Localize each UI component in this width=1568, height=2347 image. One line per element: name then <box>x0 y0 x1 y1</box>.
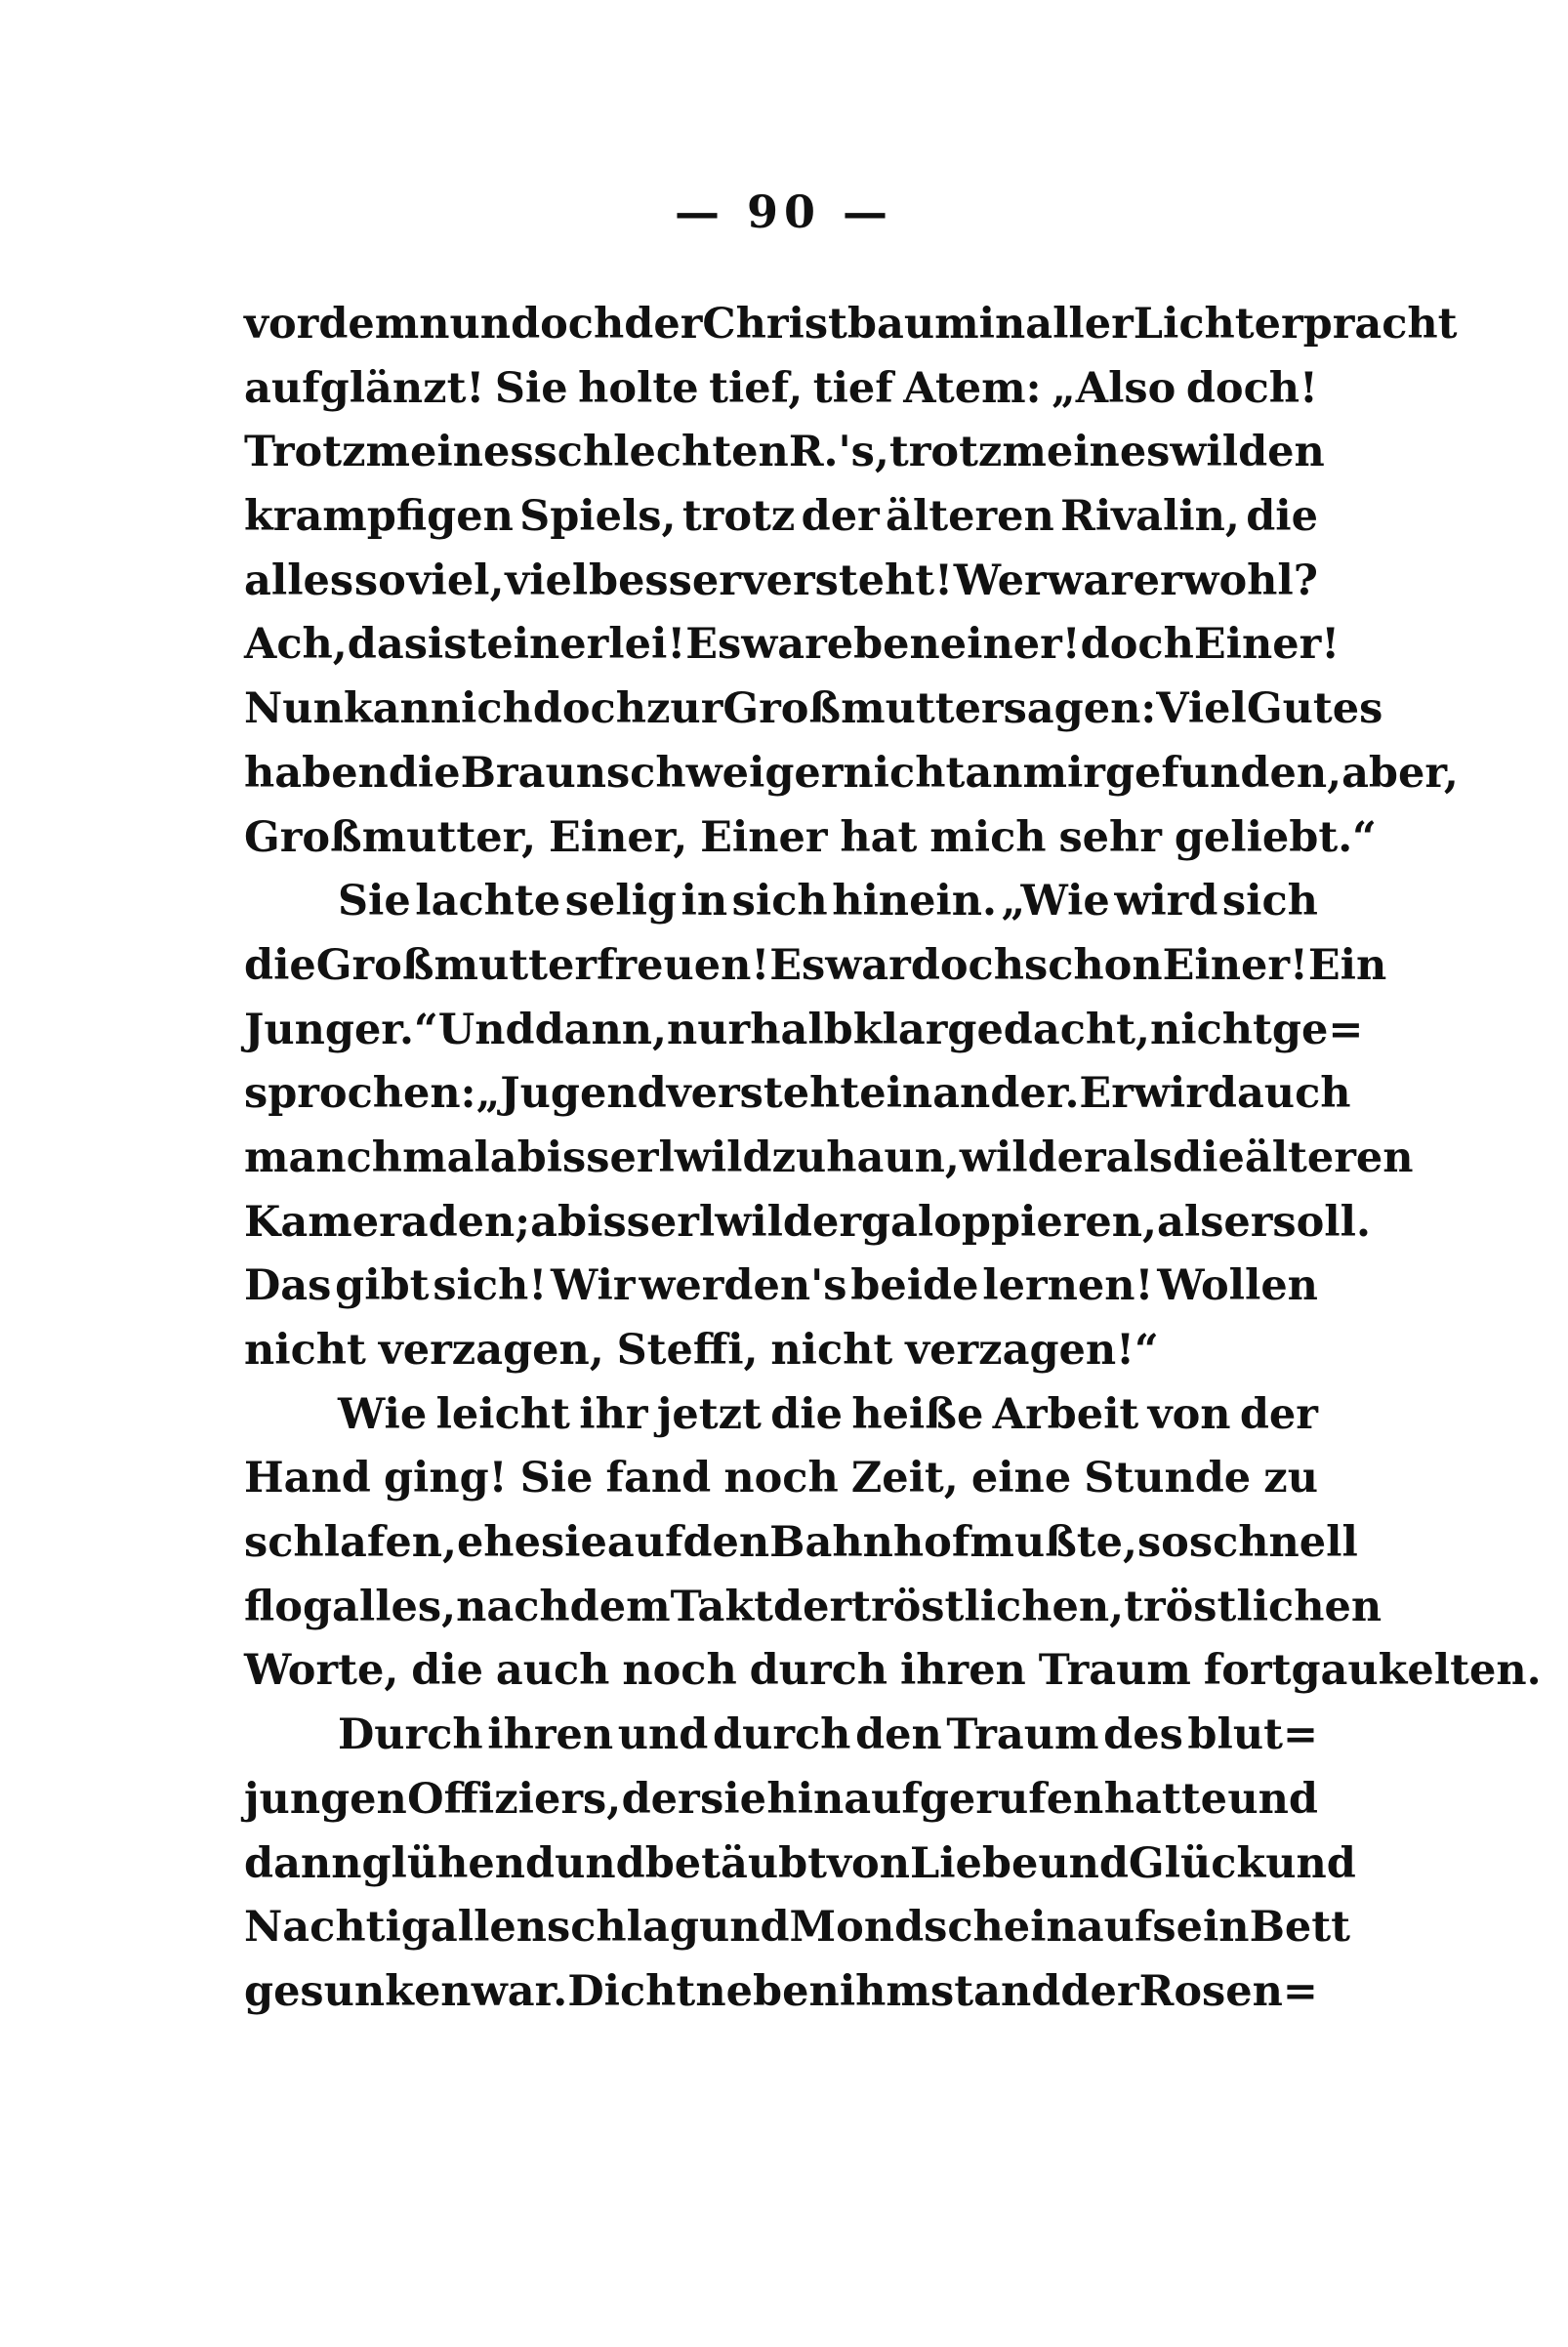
word: Viel <box>1156 684 1247 734</box>
word: ging! <box>383 1454 508 1503</box>
word: stand <box>930 1966 1061 2016</box>
word: von <box>827 1838 910 1888</box>
word: versteht! <box>741 556 954 605</box>
word: Einer! <box>1162 940 1308 990</box>
word: Hand <box>244 1454 371 1503</box>
word: als <box>1157 1197 1224 1247</box>
word: Glück <box>1128 1838 1266 1888</box>
body-text <box>244 293 1542 2025</box>
word: als <box>1105 1132 1174 1182</box>
word: alles, <box>332 1582 457 1631</box>
word: halb <box>750 1005 853 1054</box>
word: Braunschweiger <box>460 748 844 798</box>
text-line <box>244 421 1325 485</box>
word: fand <box>605 1454 712 1503</box>
word: hinaufgerufen <box>766 1774 1104 1824</box>
word: auch <box>495 1646 610 1696</box>
word: manchmal <box>244 1132 490 1182</box>
text-line <box>244 485 1318 550</box>
text-line <box>244 613 1341 678</box>
text-line <box>244 1576 1382 1640</box>
word: die <box>770 1389 843 1439</box>
text-line <box>244 1062 1351 1127</box>
word: holte <box>578 363 699 413</box>
word: blut= <box>1187 1710 1318 1760</box>
word: gibt <box>335 1261 430 1311</box>
word: so <box>1136 1518 1189 1568</box>
word: Spiels, <box>519 492 677 542</box>
word: tief <box>812 363 893 413</box>
word: Mondschein <box>789 1903 1077 1953</box>
word: mir <box>1022 748 1105 798</box>
word: noch <box>622 1646 737 1696</box>
word: viel <box>505 556 589 605</box>
word: die <box>1173 1132 1245 1182</box>
word: vor <box>244 300 319 349</box>
word: Rivalin, <box>1060 492 1240 542</box>
word: „Wie <box>1001 877 1110 926</box>
text-line <box>244 1191 1371 1256</box>
word: der <box>773 1582 852 1631</box>
word: Großmutter <box>315 940 597 990</box>
text-line <box>244 1447 1318 1511</box>
word: der <box>1060 1966 1139 2016</box>
word: ge= <box>1271 1005 1364 1054</box>
word: „Jugend <box>475 1069 667 1119</box>
word: Stunde <box>1084 1454 1252 1503</box>
text-line <box>244 357 1318 422</box>
word: von <box>1147 1389 1231 1439</box>
word: nicht <box>843 748 966 798</box>
word: Worte, <box>244 1646 399 1696</box>
word: die <box>388 748 461 798</box>
word: aufglänzt! <box>244 363 485 413</box>
word: lachte <box>415 877 561 926</box>
word: schlechten <box>533 428 789 477</box>
word: in <box>681 877 728 926</box>
word: hatte <box>1103 1774 1227 1824</box>
word: flog <box>244 1582 333 1631</box>
word: hat <box>840 812 918 862</box>
word: nicht <box>244 1326 366 1375</box>
word: die <box>411 1646 483 1696</box>
word: heiße <box>851 1389 984 1439</box>
word: versteht <box>666 1069 860 1119</box>
word: so <box>353 556 406 605</box>
word: Wer <box>953 556 1047 605</box>
word: doch <box>511 300 625 349</box>
word: Bett <box>1249 1903 1350 1953</box>
word: gesunken <box>244 1966 472 2016</box>
word: älteren <box>886 492 1054 542</box>
word: werden's <box>639 1261 847 1311</box>
word: jungen <box>244 1774 407 1824</box>
word: nur <box>667 1005 751 1054</box>
word: Er <box>1079 1069 1134 1119</box>
word: nicht <box>770 1326 893 1375</box>
word: zuhaun, <box>771 1132 960 1182</box>
word: dem <box>569 1582 671 1631</box>
word: beide <box>850 1261 979 1311</box>
word: Großmutter, <box>244 812 537 862</box>
word: wird <box>1133 1069 1237 1119</box>
word: geliebt.“ <box>1174 812 1377 862</box>
text-line <box>244 1639 1542 1704</box>
word: den <box>682 1518 770 1568</box>
word: dann, <box>534 1005 667 1054</box>
word: a <box>530 1197 558 1247</box>
word: Durch <box>338 1710 483 1760</box>
word: kann <box>343 684 462 734</box>
word: Bahnhof <box>769 1518 970 1568</box>
word: betäubt <box>644 1838 828 1888</box>
text-line <box>244 1319 1318 1383</box>
word: doch! <box>1185 363 1318 413</box>
word: Es <box>769 940 826 990</box>
word: Sie <box>338 877 411 926</box>
word: Wollen <box>1157 1261 1318 1311</box>
word: älteren <box>1244 1132 1414 1182</box>
word: war <box>825 940 911 990</box>
word: schnell <box>1188 1518 1358 1568</box>
word: dem <box>318 300 420 349</box>
word: sehr <box>1058 812 1162 862</box>
word: nicht <box>1150 1005 1272 1054</box>
word: Lichterpracht <box>1133 300 1458 349</box>
text-line <box>244 742 1459 806</box>
word: Wie <box>338 1389 428 1439</box>
word: ihren <box>487 1710 614 1760</box>
word: verzagen!“ <box>905 1326 1159 1375</box>
word: der <box>801 492 880 542</box>
word: krampfigen <box>244 492 514 542</box>
word: Junger.“ <box>244 1005 438 1054</box>
word: jetzt <box>656 1389 762 1439</box>
text-line <box>244 678 1383 742</box>
word: tief, <box>709 363 804 413</box>
word: nun <box>419 300 512 349</box>
word: meines <box>1002 428 1171 477</box>
word: auch <box>1236 1069 1351 1119</box>
word: galoppieren, <box>860 1197 1157 1247</box>
word: hinein. <box>832 877 997 926</box>
word: ihr <box>579 1389 648 1439</box>
word: tröstlichen <box>1124 1582 1382 1631</box>
word: ehe <box>456 1518 541 1568</box>
word: trotz <box>681 492 796 542</box>
word: dann <box>244 1838 362 1888</box>
text-line <box>244 1832 1356 1897</box>
word: und <box>698 1903 790 1953</box>
word: freuen! <box>597 940 770 990</box>
word: R.'s, <box>788 428 889 477</box>
word: in <box>978 300 1026 349</box>
text-line <box>244 550 1318 614</box>
word: auf <box>606 1518 683 1568</box>
word: ihm <box>839 1966 930 2016</box>
word: an <box>965 748 1023 798</box>
word: Einer, <box>548 812 688 862</box>
word: die <box>1246 492 1318 542</box>
word: fortgaukelten. <box>1203 1646 1542 1696</box>
word: doch <box>910 940 1025 990</box>
word: durch <box>713 1710 851 1760</box>
word: und <box>1227 1774 1318 1824</box>
word: glühend <box>361 1838 556 1888</box>
word: Trotz <box>244 428 366 477</box>
word: gedacht, <box>947 1005 1151 1054</box>
word: Traum <box>946 1710 1099 1760</box>
text-line <box>244 1768 1318 1832</box>
word: selig <box>564 877 677 926</box>
word: ihren <box>899 1646 1026 1696</box>
word: haben <box>244 748 389 798</box>
word: zur <box>646 684 723 734</box>
word: Nachtigallenschlag <box>244 1903 699 1953</box>
word: einander. <box>859 1069 1080 1119</box>
word: wohl? <box>1182 556 1318 605</box>
word: doch <box>1080 620 1194 670</box>
word: bisserl <box>557 1197 716 1247</box>
word: Liebe <box>909 1838 1039 1888</box>
text-line <box>244 1511 1358 1576</box>
word: alles <box>244 556 354 605</box>
word: sich! <box>433 1261 548 1311</box>
word: sagen: <box>1003 684 1157 734</box>
text-line <box>244 999 1364 1063</box>
word: Einer <box>700 812 828 862</box>
word: sich <box>1221 877 1318 926</box>
text-line <box>244 1383 1318 1448</box>
word: Atem: <box>903 363 1042 413</box>
word: Es <box>685 620 742 670</box>
word: a <box>489 1132 517 1182</box>
word: er <box>1223 1197 1273 1247</box>
word: Traum <box>1038 1646 1191 1696</box>
word: sich <box>731 877 828 926</box>
word: einerlei! <box>486 620 686 670</box>
word: aller <box>1025 300 1134 349</box>
word: sein <box>1152 1903 1250 1953</box>
word: sprochen: <box>244 1069 476 1119</box>
word: gefunden, <box>1104 748 1342 798</box>
word: Großmutter <box>722 684 1004 734</box>
word: war <box>741 620 827 670</box>
text-line <box>244 934 1387 999</box>
word: viel, <box>406 556 505 605</box>
text-line <box>244 1896 1350 1960</box>
word: Einer! <box>1193 620 1341 670</box>
word: war <box>1047 556 1133 605</box>
word: und <box>617 1710 709 1760</box>
word: doch <box>532 684 647 734</box>
word: den <box>855 1710 942 1760</box>
text-line <box>244 1704 1318 1768</box>
word: ist <box>427 620 487 670</box>
word: Das <box>244 1261 332 1311</box>
word: meines <box>365 428 534 477</box>
word: Kameraden; <box>244 1197 531 1247</box>
word: und <box>1038 1838 1129 1888</box>
word: aber, <box>1341 748 1459 798</box>
word: sie <box>540 1518 607 1568</box>
word: nach <box>456 1582 570 1631</box>
word: Dicht <box>567 1966 696 2016</box>
word: Zeit, <box>850 1454 959 1503</box>
word: Sie <box>494 363 568 413</box>
word: sie <box>700 1774 766 1824</box>
word: zu <box>1263 1454 1318 1503</box>
word: leicht <box>435 1389 570 1439</box>
word: ich <box>461 684 533 734</box>
text-line <box>244 1255 1318 1319</box>
word: auf <box>1076 1903 1153 1953</box>
word: eine <box>970 1454 1072 1503</box>
word: lernen! <box>982 1261 1154 1311</box>
word: die <box>244 940 316 990</box>
word: Christbaum <box>702 300 979 349</box>
word: soll. <box>1272 1197 1371 1247</box>
word: und <box>555 1838 645 1888</box>
text-line <box>244 870 1318 934</box>
word: der <box>624 300 703 349</box>
word: Ach, <box>244 620 348 670</box>
word: eben <box>826 620 940 670</box>
word: schlafen, <box>244 1518 457 1568</box>
word: wird <box>1114 877 1218 926</box>
word: wilder <box>959 1132 1106 1182</box>
word: Arbeit <box>992 1389 1139 1439</box>
word: Offiziers, <box>407 1774 622 1824</box>
word: Gutes <box>1246 684 1383 734</box>
word: neben <box>695 1966 840 2016</box>
word: war. <box>471 1966 568 2016</box>
word: Steffi, <box>616 1326 759 1375</box>
text-line <box>244 1960 1318 2025</box>
word: der <box>1239 1389 1318 1439</box>
word: Ein <box>1307 940 1387 990</box>
word: Wir <box>551 1261 636 1311</box>
page-number: — 90 — <box>674 185 894 238</box>
word: noch <box>723 1454 839 1503</box>
word: durch <box>749 1646 888 1696</box>
word: verzagen, <box>378 1326 604 1375</box>
word: wild <box>674 1132 772 1182</box>
word: Und <box>437 1005 535 1054</box>
word: er <box>1133 556 1182 605</box>
word: einer! <box>939 620 1081 670</box>
text-line <box>244 806 1377 871</box>
word: trotz <box>888 428 1003 477</box>
word: Nun <box>244 684 344 734</box>
word: Rosen= <box>1138 1966 1318 2016</box>
word: klar <box>852 1005 948 1054</box>
word: schon <box>1024 940 1163 990</box>
word: besser <box>589 556 741 605</box>
word: Takt <box>670 1582 774 1631</box>
word: der <box>621 1774 700 1824</box>
word: und <box>1265 1838 1356 1888</box>
word: des <box>1103 1710 1183 1760</box>
text-line <box>244 1127 1414 1191</box>
word: „Also <box>1052 363 1176 413</box>
word: mich <box>929 812 1047 862</box>
word: mußte, <box>970 1518 1137 1568</box>
word: das <box>347 620 428 670</box>
word: Sie <box>519 1454 594 1503</box>
word: wilden <box>1170 428 1325 477</box>
word: wilder <box>715 1197 861 1247</box>
word: tröstlichen, <box>851 1582 1125 1631</box>
word: bisserl <box>516 1132 675 1182</box>
text-line <box>244 293 1458 357</box>
